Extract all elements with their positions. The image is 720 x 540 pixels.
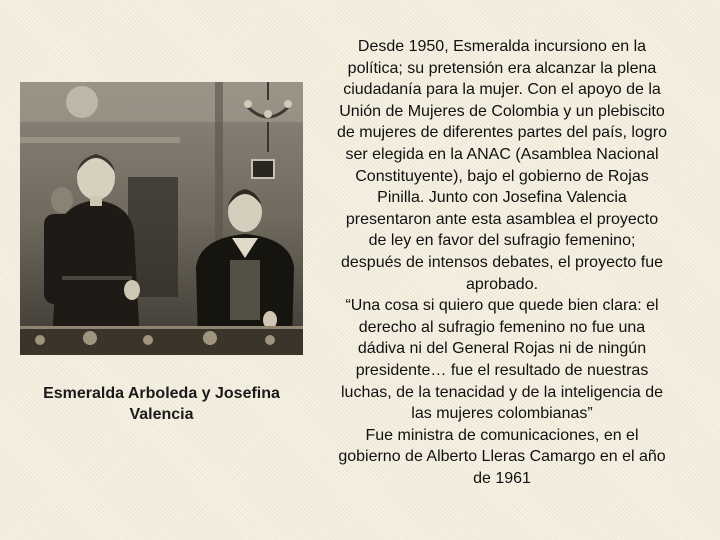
photo-caption: Esmeralda Arboleda y Josefina Valencia — [43, 385, 280, 423]
photo-illustration — [20, 82, 303, 355]
paragraph-political-career: Desde 1950, Esmeralda incursiono en la política; su pretensión era alcanzar la plena ciudadanía para la mujer. Con el apoyo de la Unión de Mujeres de Colombia y un plebiscito de mujeres de diferentes partes del país, logro ser elegida en la ANAC (Asamblea Nacional Constituyente), bajo el gobierno de Rojas Pinilla. Junto con Josefina Valencia presentaron ante esta asamblea el proyecto de ley en favor del sufragio femenino; después de intensos debates, el proyecto fue aprobado. — [337, 38, 667, 293]
historical-photo — [20, 82, 303, 355]
body-text — [337, 36, 667, 489]
paragraph-quote: “Una cosa si quiero que quede bien clara: el derecho al sufragio femenino no fue una dádiva ni del General Rojas ni de ningún presidente… fue el resultado de nuestras luchas, de la tenacidad y de la inteligencia de las mujeres colombianas” — [341, 297, 663, 423]
paragraph-minister: Fue ministra de comunicaciones, en el gobierno de Alberto Lleras Camargo en el año de 1961 — [338, 426, 666, 487]
clock-icon — [66, 86, 98, 118]
